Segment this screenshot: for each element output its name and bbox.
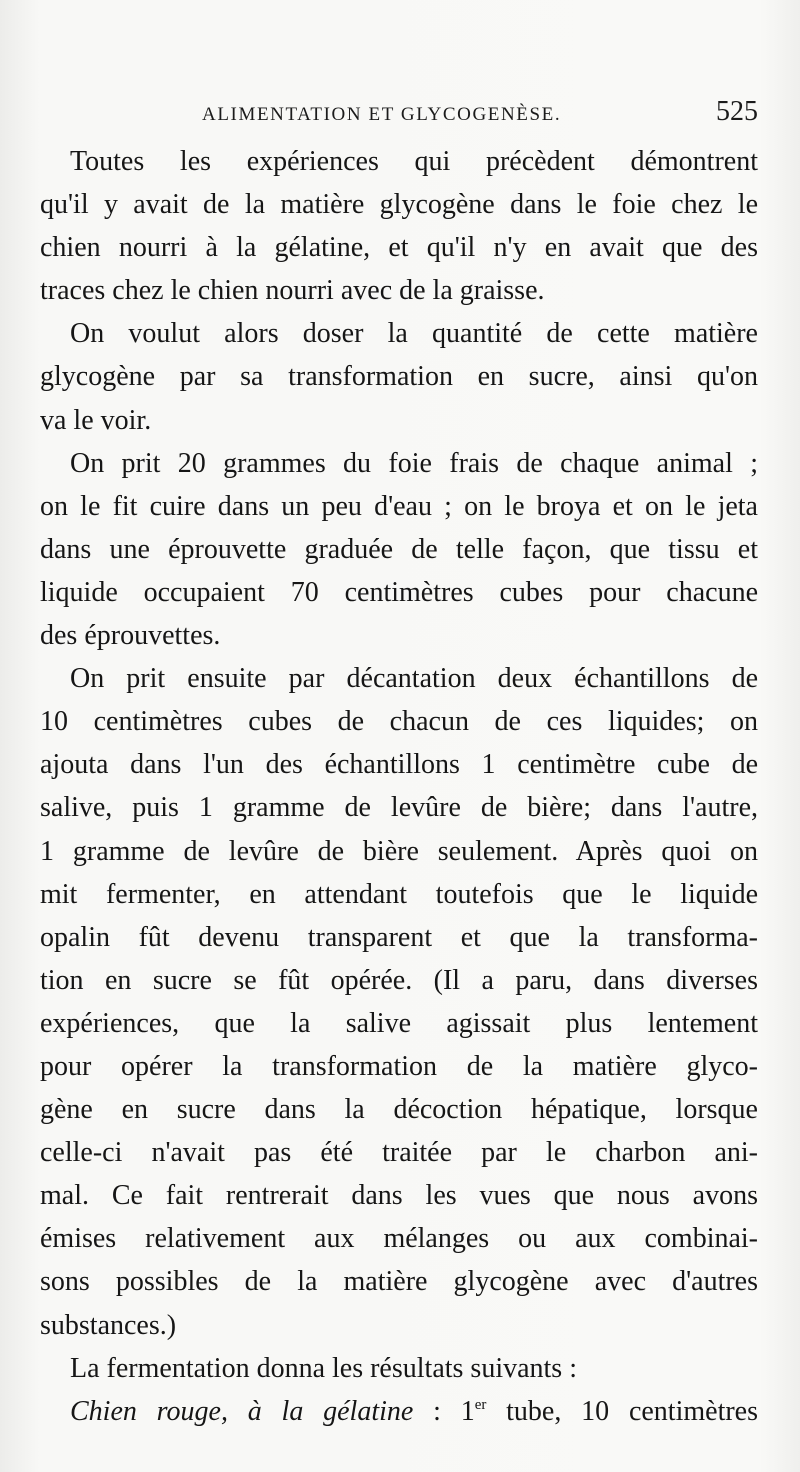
text-line: 10 centimètres cubes de chacun de ces liquides; on bbox=[40, 706, 758, 738]
text-line: des éprouvettes. bbox=[40, 620, 221, 652]
text-line: mit fermenter, en attendant toutefois que le liquide bbox=[40, 878, 758, 910]
text-line: va le voir. bbox=[40, 404, 152, 436]
text-line: Toutes les expériences qui précèdent démontrent bbox=[70, 146, 758, 177]
superscript: er bbox=[474, 1396, 487, 1413]
text-line: salive, puis 1 gramme de levûre de bière; dans l'autre, bbox=[40, 792, 758, 824]
text-line: 1 gramme de levûre de bière seulement. Après quoi on bbox=[40, 835, 758, 867]
line-rest: tube, 10 centimètres bbox=[486, 1395, 758, 1427]
text-line: sons possibles de la matière glycogène avec d'autres bbox=[40, 1266, 758, 1298]
text-line: gène en sucre dans la décoction hépatique, lorsque bbox=[40, 1094, 758, 1126]
text-line: tion en sucre se fût opérée. (Il a paru, dans diverses bbox=[40, 964, 758, 996]
text-line: qu'il y avait de la matière glycogène dans le foie chez le bbox=[40, 189, 758, 221]
text-line: celle-ci n'avait pas été traitée par le charbon ani- bbox=[40, 1137, 758, 1169]
italic-phrase: Chien rouge, à la gélatine bbox=[70, 1395, 414, 1427]
text-line: La fermentation donna les résultats suivants : bbox=[70, 1352, 577, 1384]
text-line: liquide occupaient 70 centimètres cubes pour chacune bbox=[40, 576, 758, 608]
text-line: chien nourri à la gélatine, et qu'il n'y en avait que des bbox=[40, 232, 758, 264]
text-line: traces chez le chien nourri avec de la graisse. bbox=[40, 275, 545, 307]
page-number: 525 bbox=[716, 96, 758, 127]
text-line: On prit ensuite par décantation deux échantillons de bbox=[70, 663, 758, 695]
colon-text: : 1 bbox=[413, 1395, 475, 1427]
text-line: on le fit cuire dans un peu d'eau ; on le broya et on le jeta bbox=[40, 490, 758, 522]
text-line: On prit 20 grammes du foie frais de chaque animal ; bbox=[70, 447, 758, 479]
text-line: substances.) bbox=[40, 1309, 177, 1341]
text-line: ajouta dans l'un des échantillons 1 centimètre cube de bbox=[40, 749, 758, 781]
text-line: opalin fût devenu transparent et que la transforma- bbox=[40, 921, 758, 953]
body-text bbox=[40, 140, 758, 1433]
text-line-last bbox=[40, 1390, 758, 1433]
text-line: mal. Ce fait rentrerait dans les vues que nous avons bbox=[40, 1180, 758, 1212]
text-line: émises relativement aux mélanges ou aux combinai- bbox=[40, 1223, 758, 1255]
text-line: glycogène par sa transformation en sucre, ainsi qu'on bbox=[40, 361, 758, 393]
text-line: On voulut alors doser la quantité de cette matière bbox=[70, 318, 758, 350]
text-line: dans une éprouvette graduée de telle façon, que tissu et bbox=[40, 533, 758, 565]
text-line: pour opérer la transformation de la matière glyco- bbox=[40, 1050, 758, 1082]
running-title: ALIMENTATION ET GLYCOGENÈSE. bbox=[202, 104, 562, 125]
page-header bbox=[40, 96, 758, 130]
text-line: expériences, que la salive agissait plus lentement bbox=[40, 1007, 758, 1039]
